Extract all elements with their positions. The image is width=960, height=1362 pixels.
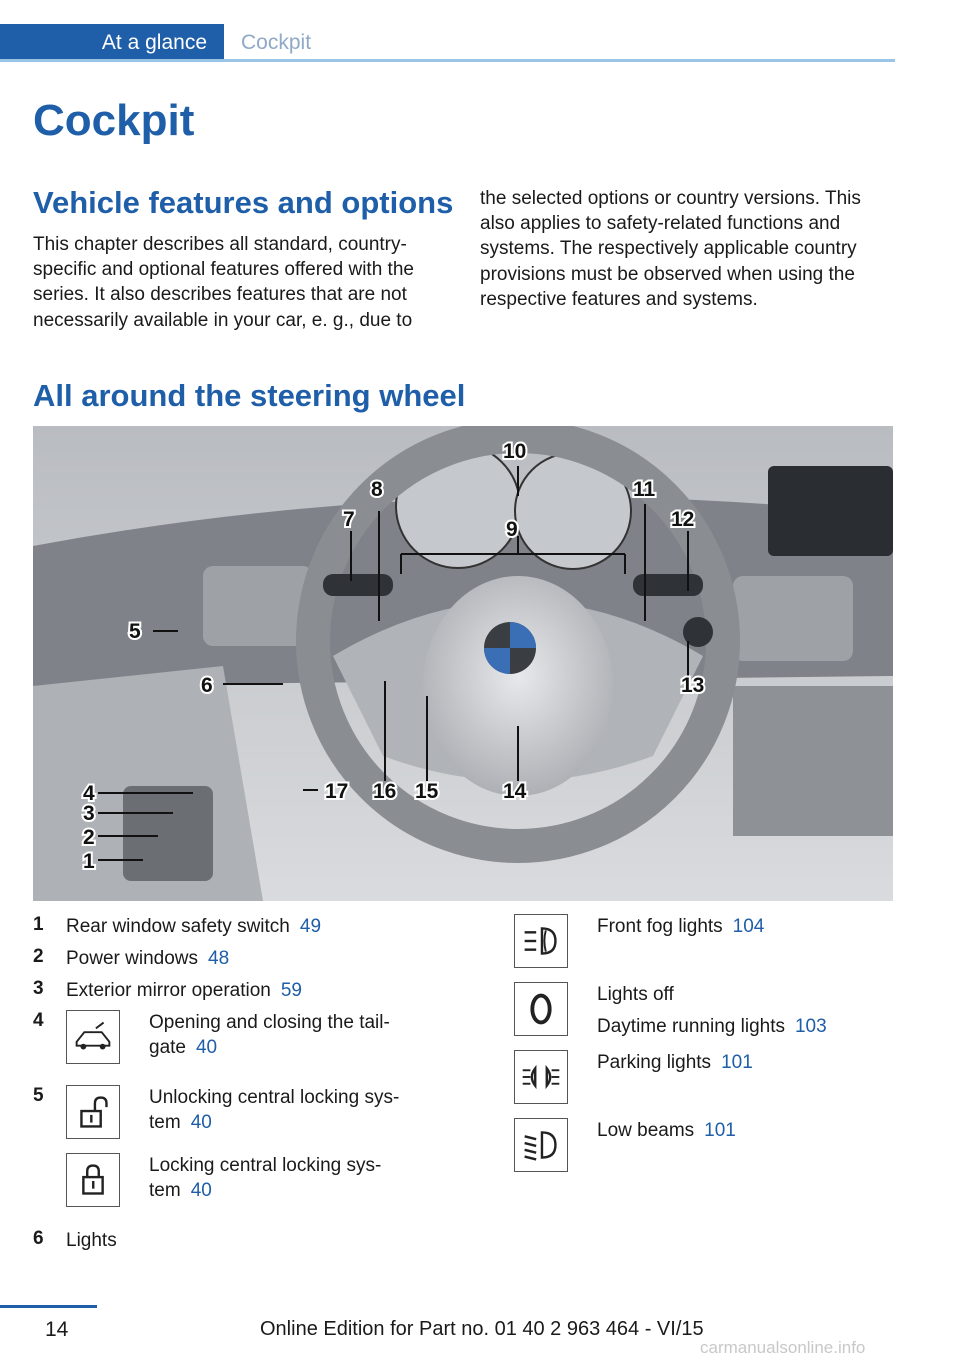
page-ref-link[interactable]: 101 (704, 1120, 736, 1141)
lights-off-icon (514, 982, 568, 1036)
legend-label: Front fog lights (597, 916, 723, 937)
intro-line: series. It also describes features that are not (33, 284, 407, 306)
callout-10: 10 (503, 440, 527, 463)
page-ref-link[interactable]: 40 (190, 1180, 212, 1201)
legend-label: gate (149, 1037, 186, 1058)
page-ref-link[interactable]: 104 (732, 916, 765, 937)
front-fog-lights-icon (514, 914, 568, 968)
center-console (733, 686, 893, 836)
header-rule (0, 59, 895, 62)
footer-rule (0, 1305, 97, 1308)
legend-label: Daytime running lights (597, 1016, 785, 1037)
legend-item-5 (149, 1085, 399, 1135)
legend-parking (597, 1050, 753, 1075)
display-screen (768, 466, 893, 556)
callout-2: 2 (83, 826, 95, 849)
callout-6: 6 (201, 674, 213, 697)
callout-3: 3 (83, 802, 95, 825)
legend-label: Low beams (597, 1120, 695, 1141)
tailgate-icon (66, 1010, 120, 1064)
legend-num: 4 (33, 1010, 44, 1031)
legend-label: Parking lights (597, 1052, 712, 1073)
legend-label: Power windows (66, 948, 198, 969)
tab-at-a-glance[interactable]: At a glance (0, 24, 224, 62)
legend-label: Exterior mirror operation (66, 980, 271, 1001)
intro-line: respective features and systems. (480, 288, 758, 310)
page-ref-link[interactable]: 40 (195, 1037, 218, 1058)
page-title: Cockpit (33, 96, 195, 145)
header-bar (0, 0, 895, 62)
callout-17: 17 (325, 780, 349, 803)
tab-cockpit[interactable]: Cockpit (241, 31, 312, 54)
turn-signal-stalk (323, 574, 393, 596)
legend-front-fog (597, 914, 764, 939)
callout-12: 12 (671, 508, 695, 531)
legend-item-3 (66, 978, 302, 1003)
intro-line: also applies to safety-related functions and (480, 213, 841, 235)
callout-15: 15 (415, 780, 439, 803)
callout-13: 13 (681, 674, 705, 697)
legend-label: Lights off (597, 984, 674, 1005)
callout-11: 11 (633, 478, 656, 501)
legend-label: Unlocking central locking sys- (149, 1087, 400, 1108)
legend-label: tem (149, 1112, 181, 1133)
callout-4: 4 (83, 782, 95, 805)
intro-line: necessarily available in your car, e. g., due to (33, 309, 413, 331)
intro-line: This chapter describes all standard, country- (33, 234, 407, 255)
edition-text: Online Edition for Part no. 01 40 2 963 464 - VI/15 (260, 1318, 704, 1340)
parking-lights-icon (514, 1050, 568, 1104)
legend-num: 6 (33, 1228, 44, 1249)
legend-lights-off (597, 982, 827, 1039)
legend-label: Rear window safety switch (66, 916, 290, 937)
page-ref-link[interactable]: 48 (208, 948, 230, 969)
wiper-stalk (633, 574, 703, 596)
callout-5: 5 (129, 620, 141, 643)
intro-heading: Vehicle features and options (33, 185, 454, 220)
page-number: 14 (45, 1318, 69, 1341)
legend-item-2 (66, 946, 229, 971)
right-vent (733, 576, 853, 661)
legend-low-beams (597, 1118, 736, 1143)
window-switch-panel (123, 786, 213, 881)
page-ref-link[interactable]: 101 (721, 1052, 753, 1073)
callout-14: 14 (503, 780, 527, 803)
callout-9: 9 (506, 518, 518, 541)
callout-1: 1 (83, 850, 95, 873)
intro-right-text (480, 186, 861, 312)
legend-label: Locking central locking sys- (149, 1155, 382, 1176)
steering-heading: All around the steering wheel (33, 378, 466, 413)
legend-num: 1 (33, 914, 44, 935)
callout-16: 16 (373, 780, 397, 803)
page-ref-link[interactable]: 59 (280, 980, 302, 1001)
intro-left-text (33, 232, 414, 333)
cockpit-illustration (33, 426, 893, 901)
watermark: carmanualsonline.info (700, 1338, 866, 1357)
lock-icon (66, 1153, 120, 1207)
cockpit-photo (33, 426, 893, 901)
low-beams-icon (514, 1118, 568, 1172)
legend-label: tem (149, 1180, 181, 1201)
page-ref-link[interactable]: 40 (190, 1112, 212, 1133)
legend-item-1 (66, 914, 321, 939)
intro-line: systems. The respectively applicable country (480, 238, 857, 260)
intro-line: the selected options or country versions. This (480, 188, 861, 209)
page-ref-link[interactable]: 49 (299, 916, 322, 937)
intro-line: specific and optional features offered with the (33, 259, 414, 281)
callout-8: 8 (371, 478, 383, 501)
unlock-icon (66, 1085, 120, 1139)
legend-label: Opening and closing the tail- (149, 1012, 390, 1033)
legend-num: 5 (33, 1085, 44, 1106)
legend-num: 3 (33, 978, 44, 999)
legend-item-5b (149, 1153, 381, 1203)
callout-7: 7 (343, 508, 355, 531)
legend-item-6: Lights (66, 1230, 117, 1251)
legend-num: 2 (33, 946, 44, 967)
page-ref-link[interactable]: 103 (794, 1016, 827, 1037)
intro-line: provisions must be observed when using the (480, 263, 855, 285)
legend-item-4 (149, 1010, 390, 1060)
